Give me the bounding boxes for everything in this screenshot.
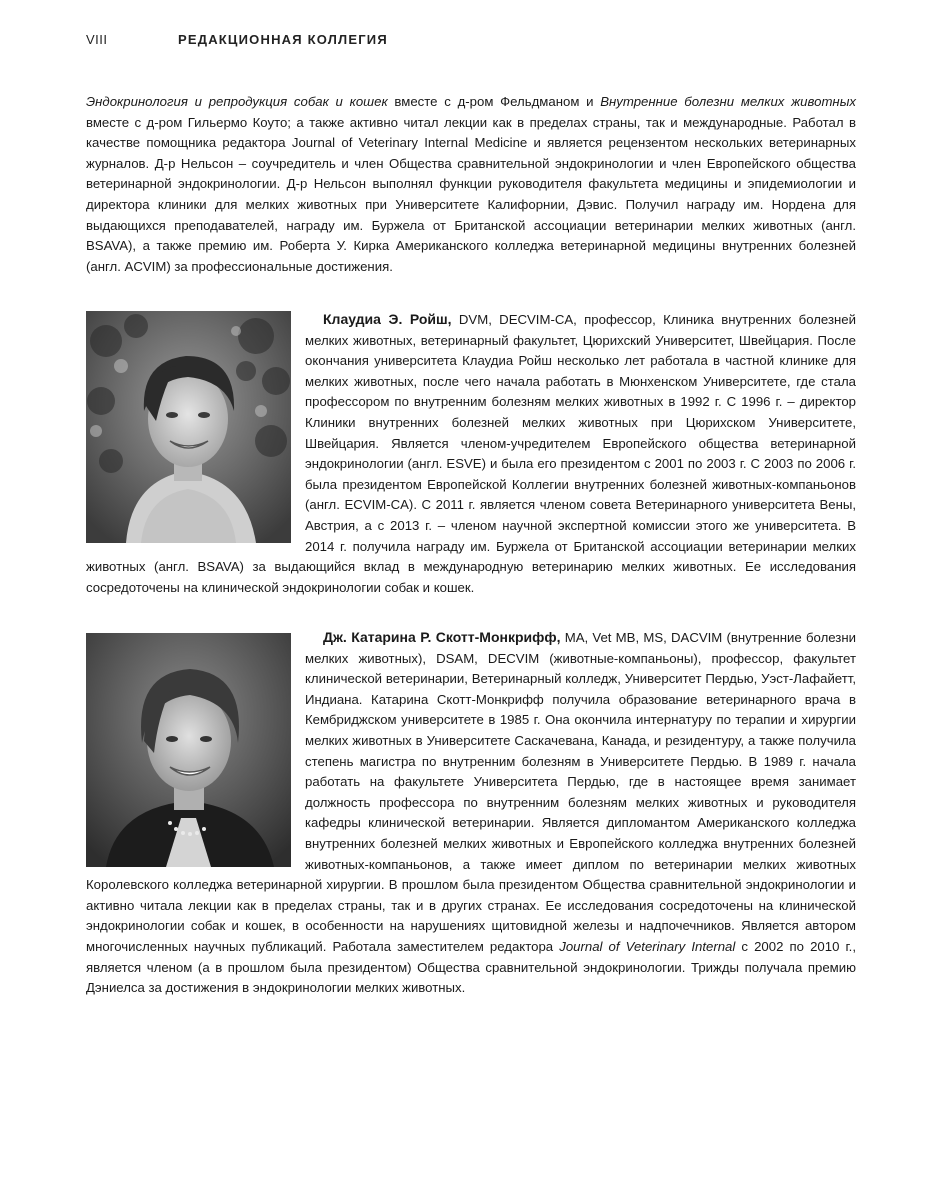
bio-name-reusch: Клаудиа Э. Ройш, xyxy=(323,311,452,327)
bio-text-reusch: DVM, DECVIM-CA, профессор, Клиника внутренних болезней мелких животных, ветеринарный факультет, Цюрихский Университет, Швейцария. После окончания университета Клаудиа Ройш несколько лет работала в частной клинике для мелких животных, после чего начала работать в Мюнхенском Университете, где стала профессором по внутренним болезням мелких животных в 1992 г. С 1996 г. – директор Клиники внутренних болезней мелких животных при Цюрихском Университете, Швейцария. Является членом-учредителем Европейского общества ветеринарной эндокринологии (англ. ESVE) и была его президентом с 2001 по 2003 г. С 2003 по 2006 г. была президентом Европейской Коллегии внутренних болезней животных-компаньонов (англ. ECVIM-CA). С 2011 г. является членом совета Ветеринарного университета Вены, Австрия, а с 2013 г. – членом научной экспертной комиссии этого же университета. В 2014 г. получила награду им. Буржела от Британской ассоциации ветеринарии мелких животных (англ. BSAVA) за выдающийся вклад в международную ветеринарию мелких животных. Ее исследования сосредоточены на клинической эндокринологии собак и кошек. xyxy=(86,312,857,595)
intro-paragraph xyxy=(86,92,856,277)
bio-name-scott-moncrieff: Дж. Катарина Р. Скотт-Монкрифф, xyxy=(323,629,561,645)
book-title-endocrinology: Эндокринология и репродукция собак и кошек xyxy=(86,94,388,109)
book-title-internal-medicine: Внутренние болезни мелких животных xyxy=(600,94,856,109)
portrait-photo-scott-moncrieff xyxy=(86,633,291,867)
intro-text-rest: вместе с д-ром Гильермо Коуто; а также активно читал лекции как в пределах страны, так и международные. Работал в качестве помощника редактора Journal of Veterinary Internal Medicine и является рецензентом нескольких ветеринарных журналов. Д-р Нельсон – соучредитель и член Общества сравнительной эндокринологии и член Европейского общества ветеринарной эндокринологии. Д-р Нельсон выполнял функции руководителя факультета медицины и эпидемиологии и директора клиники для мелких животных при Университете Калифорнии, Дэвис. Получил награду им. Нордена для выдающихся преподавателей, награду им. Буржела от Британской ассоциации ветеринарии мелких животных (англ. BSAVA), а также премию им. Роберта У. Кирка Американского колледжа ветеринарной медицины внутренних болезней (англ. ACVIM) за профессиональные достижения. xyxy=(86,114,856,274)
intro-text-mid: вместе с д-ром Фельдманом и xyxy=(387,94,601,109)
bio-text-scott-moncrieff-b: с 2002 по 2010 г., является членом (а в прошлом была президентом) Общества сравнительной эндокринологии. Трижды получала премию Дэниелса за достижения в эндокринологии мелких животных. xyxy=(86,938,857,996)
portrait-photo-reusch xyxy=(86,311,291,543)
running-head xyxy=(86,32,866,54)
journal-title: Journal of Veterinary Internal xyxy=(559,938,736,954)
page-number: VIII xyxy=(86,32,108,47)
bio-reusch xyxy=(86,309,856,598)
bio-scott-moncrieff xyxy=(86,627,856,999)
portrait-photo-icon xyxy=(86,633,291,867)
section-title: РЕДАКЦИОННАЯ КОЛЛЕГИЯ xyxy=(178,32,388,47)
portrait-photo-icon xyxy=(86,311,291,543)
bio-text-scott-moncrieff-a: MA, Vet MB, MS, DACVIM (внутренние болезни мелких животных), DSAM, DECVIM (животные-компаньоны), профессор, факультет клинической ветеринарии, Ветеринарный колледж, Университет Пердью, Уэст-Лафайетт, Индиана. Катарина Скотт-Монкрифф получила образование ветеринарного врача в Кембриджском университете в 1985 г. Она окончила интернатуру по терапии и хирургии мелких животных в Университете Саскачевана, Канада, и резидентуру, а также получила степень магистра по внутренним болезням в Университете Пердью. В 1989 г. начала работать на факультете Университета Пердью, где в настоящее время занимает должность профессора по внутренним болезням мелких животных и руководителя кафедры клинической ветеринарии. Является дипломантом Американского колледжа внутренних болезней мелких животных и Европейского колледжа внутренних болезней животных-компаньонов, а также имеет диплом по ветеринарии мелких животных Королевского колледжа ветеринарной хирургии. В прошлом была президентом Общества сравнительной эндокринологии и активно читала лекции как в пределах страны, так и в других странах. Ее исследования сосредоточены на клинической эндокринологии собак и кошек, в особенности на нарушениях щитовидной железы и надпочечников. Является автором многочисленных научных публикаций. Работала заместителем редактора xyxy=(86,630,856,954)
